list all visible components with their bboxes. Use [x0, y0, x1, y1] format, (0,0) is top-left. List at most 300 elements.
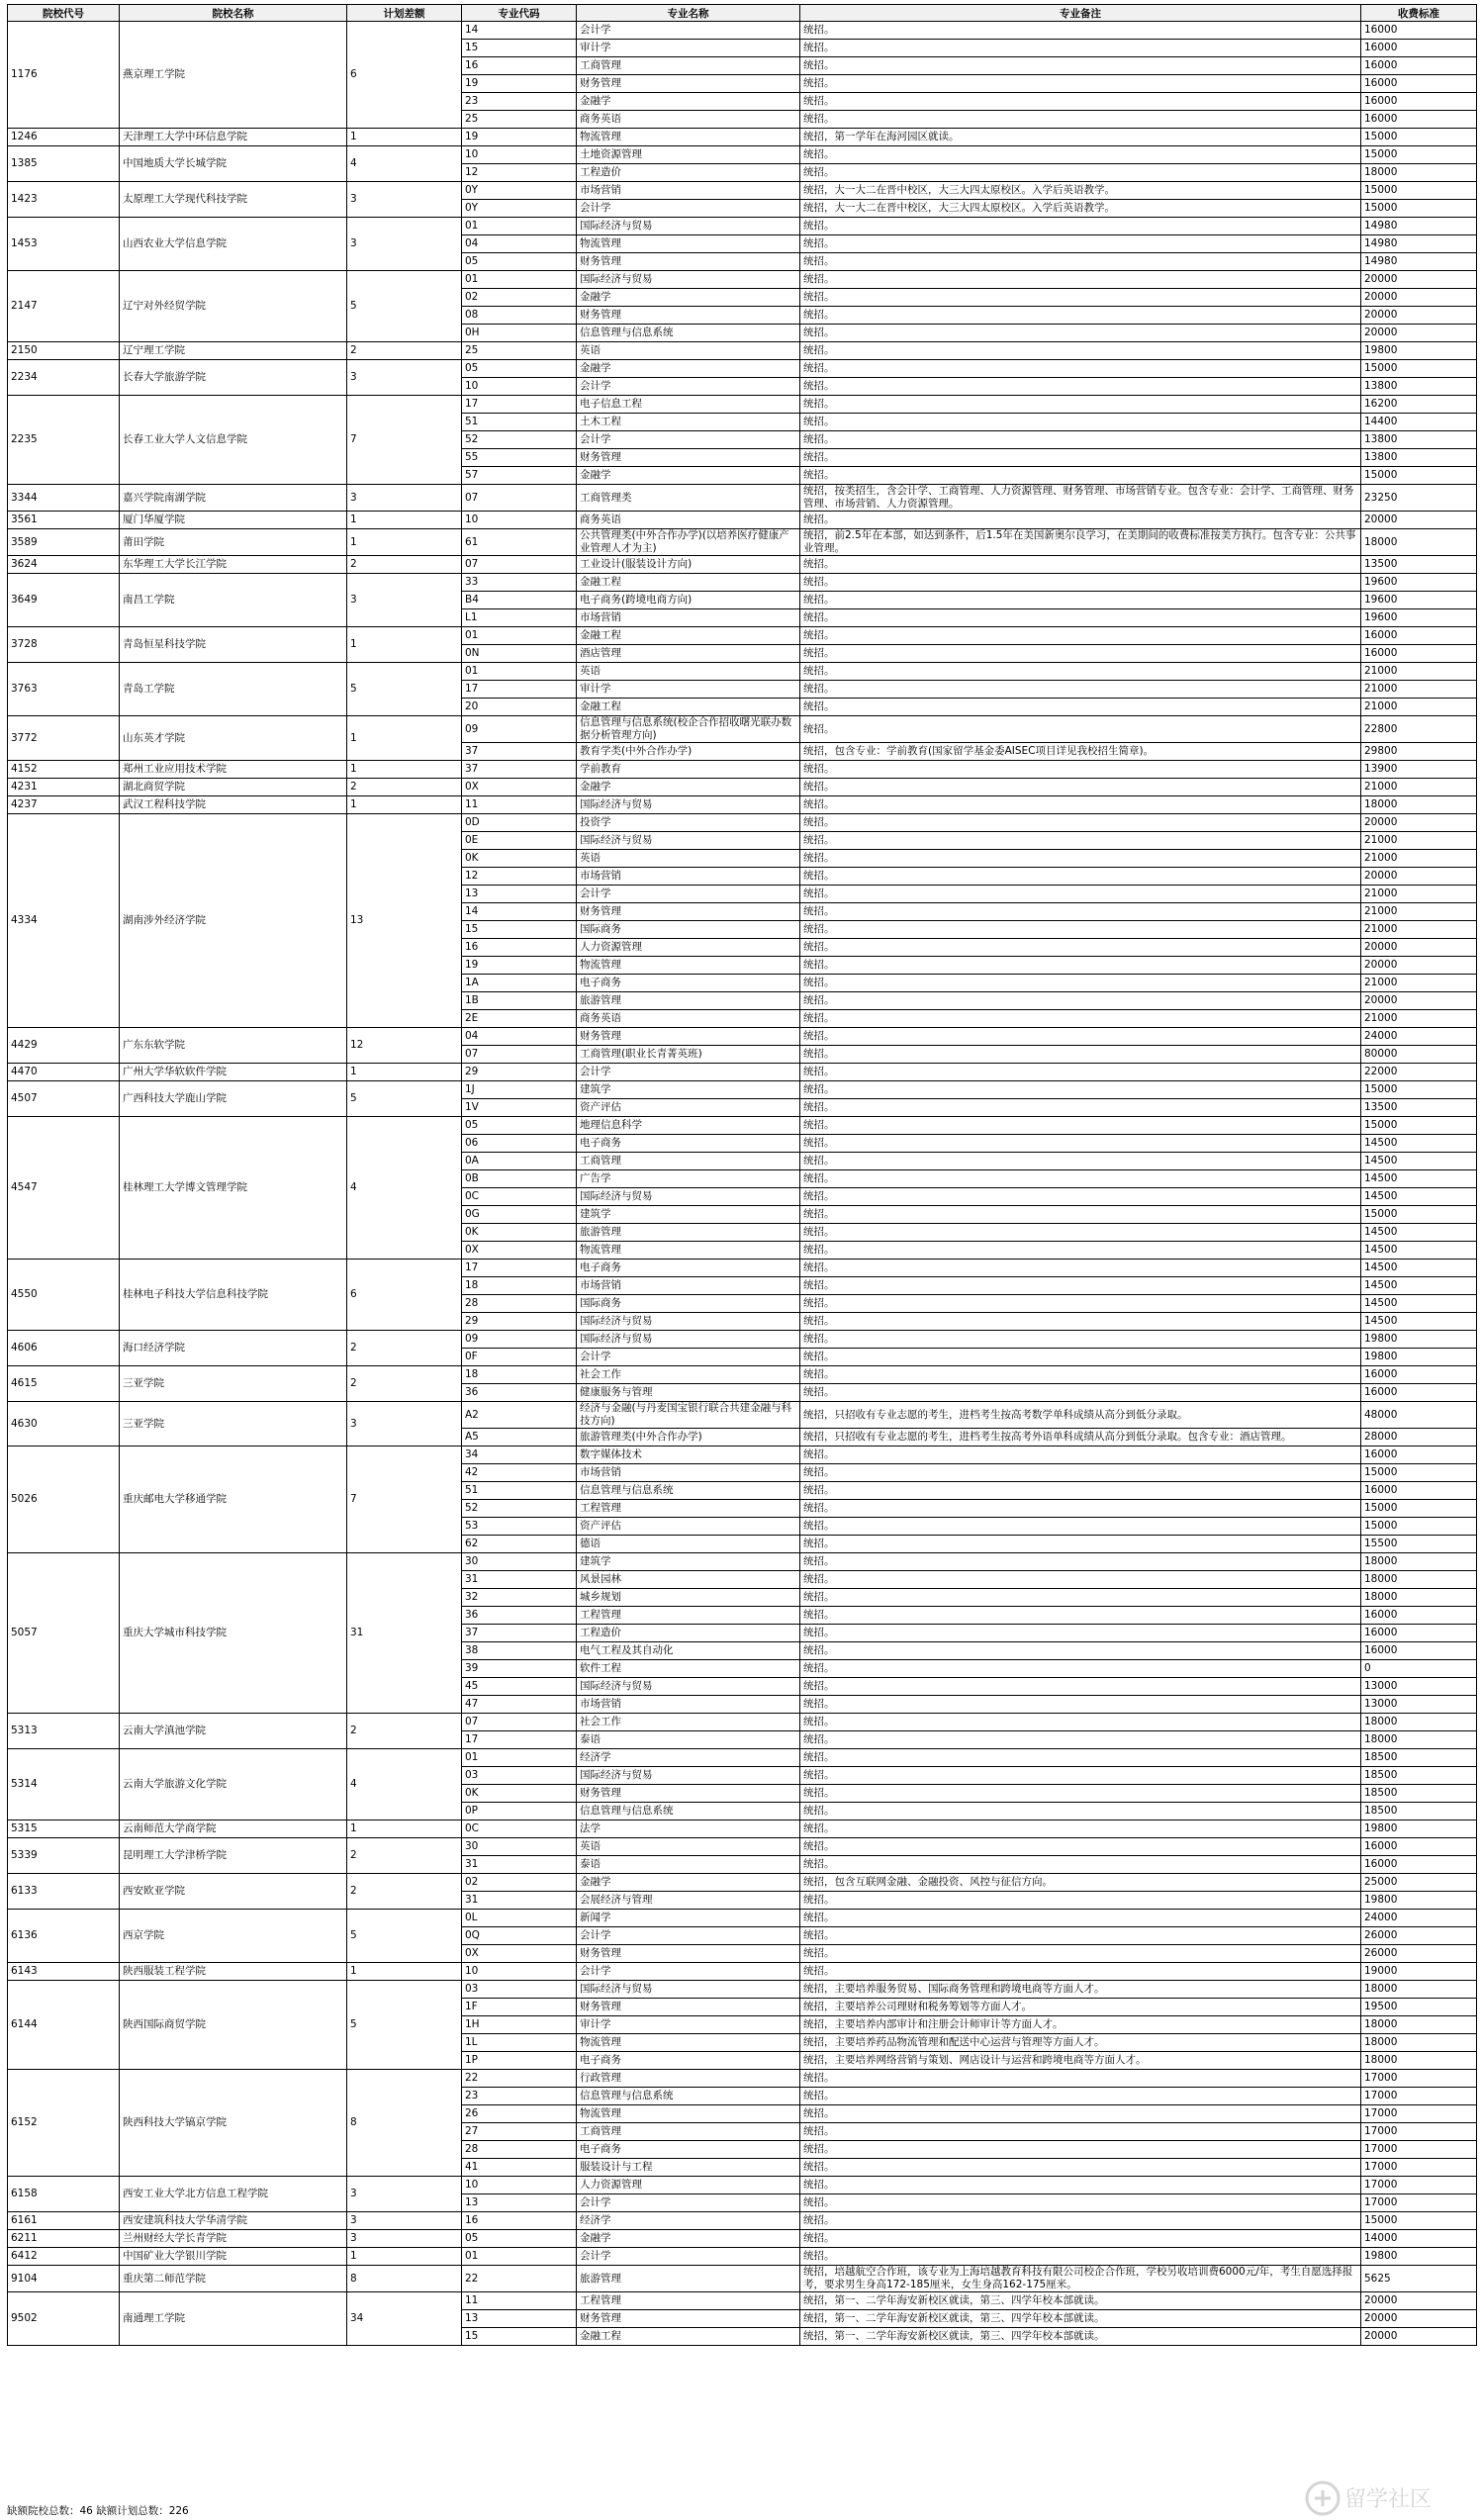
- cell-major-name: 国际经济与贸易: [577, 218, 800, 235]
- cell-school-name: 辽宁理工学院: [120, 342, 347, 360]
- cell-major-name: 电子商务: [577, 2141, 800, 2159]
- cell-school-name: 天津理工大学中环信息学院: [120, 129, 347, 146]
- cell-major-note: 统招。: [800, 512, 1361, 529]
- cell-fee: 15000: [1361, 360, 1477, 378]
- cell-major-note: 统招。: [800, 1696, 1361, 1714]
- cell-major-name: 市场营销: [577, 1464, 800, 1482]
- cell-major-code: 18: [462, 1366, 577, 1384]
- cell-school-code: 6136: [8, 1910, 120, 1963]
- cell-major-note: 统招。: [800, 1135, 1361, 1153]
- cell-major-note: 统招。: [800, 1678, 1361, 1696]
- cell-fee: 19800: [1361, 2248, 1477, 2266]
- cell-major-name: 商务英语: [577, 1010, 800, 1028]
- cell-major-code: 05: [462, 1117, 577, 1135]
- table-row: [8, 146, 1477, 164]
- cell-major-code: 05: [462, 2230, 577, 2248]
- cell-fee: 14980: [1361, 253, 1477, 271]
- cell-major-code: 11: [462, 796, 577, 814]
- cell-major-note: 统招。: [800, 40, 1361, 57]
- cell-major-name: 旅游管理类(中外合作办学): [577, 1429, 800, 1447]
- cell-fee: 20000: [1361, 992, 1477, 1010]
- cell-school-name: 云南大学旅游文化学院: [120, 1749, 347, 1820]
- cell-major-name: 会计学: [577, 200, 800, 218]
- cell-major-code: 62: [462, 1536, 577, 1553]
- cell-major-note: 统招。: [800, 2194, 1361, 2212]
- cell-major-note: 统招。: [800, 467, 1361, 485]
- cell-plan-gap: 6: [347, 22, 462, 129]
- cell-plan-gap: 1: [347, 716, 462, 761]
- cell-plan-gap: 1: [347, 627, 462, 663]
- cell-major-note: 统招，按类招生，含会计学、工商管理、人力资源管理、财务管理、市场营销专业。包含专业：会计学、工商管理、财务管理、市场营销、人力资源管理。: [800, 485, 1361, 512]
- cell-major-name: 财务管理: [577, 449, 800, 467]
- cell-major-note: 统招。: [800, 1731, 1361, 1749]
- table-row: [8, 556, 1477, 574]
- cell-major-note: 统招，包含互联网金融、金融投资、风控与征信方向。: [800, 1874, 1361, 1892]
- cell-fee: 16000: [1361, 93, 1477, 111]
- table-row: [8, 2212, 1477, 2230]
- cell-school-name: 桂林电子科技大学信息科技学院: [120, 1260, 347, 1331]
- table-body: [8, 22, 1477, 2346]
- cell-major-note: 统招。: [800, 2230, 1361, 2248]
- cell-major-note: 统招。: [800, 360, 1361, 378]
- cell-major-code: 22: [462, 2266, 577, 2292]
- cell-major-note: 统招。: [800, 609, 1361, 627]
- cell-fee: 15000: [1361, 2212, 1477, 2230]
- cell-major-name: 财务管理: [577, 253, 800, 271]
- cell-major-note: 统招。: [800, 939, 1361, 957]
- cell-fee: 18000: [1361, 1553, 1477, 1571]
- cell-fee: 19800: [1361, 1820, 1477, 1838]
- cell-plan-gap: 4: [347, 1749, 462, 1820]
- cell-major-code: 51: [462, 1482, 577, 1500]
- cell-fee: 18500: [1361, 1767, 1477, 1785]
- cell-school-name: 中国矿业大学银川学院: [120, 2248, 347, 2266]
- cell-major-code: 02: [462, 289, 577, 307]
- cell-school-code: 3763: [8, 663, 120, 716]
- cell-major-code: 01: [462, 663, 577, 681]
- cell-major-note: 统招。: [800, 378, 1361, 396]
- cell-major-code: A2: [462, 1402, 577, 1429]
- cell-major-name: 会计学: [577, 1064, 800, 1081]
- cell-major-name: 国际经济与贸易: [577, 1678, 800, 1696]
- cell-fee: 22000: [1361, 1064, 1477, 1081]
- cell-major-name: 公共管理类(中外合作办学)(以培养医疗健康产业管理人才为主): [577, 529, 800, 556]
- cell-major-code: 1B: [462, 992, 577, 1010]
- cell-school-name: 青岛恒星科技学院: [120, 627, 347, 663]
- cell-major-code: 16: [462, 57, 577, 75]
- cell-school-code: 3772: [8, 716, 120, 761]
- cell-major-name: 信息管理与信息系统: [577, 325, 800, 342]
- cell-major-name: 财务管理: [577, 1945, 800, 1963]
- cell-major-code: 04: [462, 235, 577, 253]
- cell-plan-gap: 1: [347, 761, 462, 779]
- cell-major-code: 23: [462, 93, 577, 111]
- cell-plan-gap: 6: [347, 1260, 462, 1331]
- cell-major-name: 工程造价: [577, 164, 800, 182]
- cell-major-code: 13: [462, 2310, 577, 2328]
- cell-plan-gap: 2: [347, 342, 462, 360]
- cell-major-code: 16: [462, 939, 577, 957]
- cell-school-code: 9502: [8, 2292, 120, 2346]
- cell-major-name: 市场营销: [577, 182, 800, 200]
- cell-major-name: 会计学: [577, 886, 800, 903]
- cell-major-code: 07: [462, 485, 577, 512]
- cell-major-note: 统招。: [800, 1366, 1361, 1384]
- cell-fee: 17000: [1361, 2159, 1477, 2177]
- cell-fee: 15000: [1361, 467, 1477, 485]
- cell-plan-gap: 12: [347, 1028, 462, 1064]
- cell-fee: 21000: [1361, 681, 1477, 699]
- cell-fee: 19800: [1361, 1331, 1477, 1349]
- cell-school-code: 1385: [8, 146, 120, 182]
- table-row: [8, 1714, 1477, 1731]
- cell-plan-gap: 3: [347, 2177, 462, 2212]
- cell-major-name: 国际经济与贸易: [577, 832, 800, 850]
- table-row: [8, 761, 1477, 779]
- cell-plan-gap: 3: [347, 574, 462, 627]
- cell-school-name: 中国地质大学长城学院: [120, 146, 347, 182]
- cell-major-code: 0F: [462, 1349, 577, 1366]
- cell-major-name: 国际经济与贸易: [577, 1331, 800, 1349]
- table-row: [8, 814, 1477, 832]
- cell-plan-gap: 1: [347, 2248, 462, 2266]
- cell-fee: 19800: [1361, 342, 1477, 360]
- cell-fee: 16000: [1361, 111, 1477, 129]
- cell-major-name: 国际经济与贸易: [577, 1767, 800, 1785]
- cell-fee: 13800: [1361, 431, 1477, 449]
- cell-major-name: 地理信息科学: [577, 1117, 800, 1135]
- cell-major-code: 1V: [462, 1099, 577, 1117]
- cell-plan-gap: 1: [347, 1820, 462, 1838]
- cell-major-note: 统招。: [800, 2212, 1361, 2230]
- cell-major-name: 行政管理: [577, 2070, 800, 2088]
- header-school-name: 院校名称: [120, 5, 347, 22]
- cell-major-name: 经济学: [577, 2212, 800, 2230]
- cell-plan-gap: 31: [347, 1553, 462, 1714]
- cell-major-name: 商务英语: [577, 512, 800, 529]
- cell-major-code: 17: [462, 681, 577, 699]
- cell-major-note: 统招。: [800, 886, 1361, 903]
- cell-school-code: 5057: [8, 1553, 120, 1714]
- cell-major-note: 统招。: [800, 1838, 1361, 1856]
- cell-plan-gap: 3: [347, 218, 462, 271]
- cell-major-note: 统招。: [800, 289, 1361, 307]
- cell-school-code: 4470: [8, 1064, 120, 1081]
- cell-school-code: 6412: [8, 2248, 120, 2266]
- cell-fee: 20000: [1361, 512, 1477, 529]
- cell-school-name: 西安工业大学北方信息工程学院: [120, 2177, 347, 2212]
- cell-major-name: 建筑学: [577, 1206, 800, 1224]
- cell-major-code: 31: [462, 1892, 577, 1910]
- cell-fee: 20000: [1361, 939, 1477, 957]
- cell-fee: 18000: [1361, 1981, 1477, 1999]
- cell-major-note: 统招。: [800, 1553, 1361, 1571]
- table-row: [8, 1064, 1477, 1081]
- cell-plan-gap: 1: [347, 512, 462, 529]
- cell-major-note: 统招，第一、二学年海安新校区就读，第三、四学年校本部就读。: [800, 2292, 1361, 2310]
- cell-fee: 20000: [1361, 2328, 1477, 2346]
- cell-major-name: 国际商务: [577, 921, 800, 939]
- table-row: [8, 2292, 1477, 2310]
- cell-major-name: 财务管理: [577, 1999, 800, 2016]
- cell-major-code: B4: [462, 592, 577, 609]
- cell-major-name: 金融学: [577, 2230, 800, 2248]
- cell-major-name: 会计学: [577, 2194, 800, 2212]
- cell-school-name: 云南师范大学商学院: [120, 1820, 347, 1838]
- cell-plan-gap: 7: [347, 1447, 462, 1553]
- table-row: [8, 1553, 1477, 1571]
- cell-major-code: 0X: [462, 1242, 577, 1260]
- cell-major-code: 06: [462, 1135, 577, 1153]
- cell-major-code: 39: [462, 1660, 577, 1678]
- cell-major-note: 统招，包含专业：学前教育(国家留学基金委AISEC项目详见我校招生简章)。: [800, 743, 1361, 761]
- cell-major-code: 19: [462, 129, 577, 146]
- cell-school-name: 重庆第二师范学院: [120, 2266, 347, 2292]
- cell-major-note: 统招。: [800, 832, 1361, 850]
- cell-major-name: 金融工程: [577, 627, 800, 645]
- cell-fee: 26000: [1361, 1945, 1477, 1963]
- cell-fee: 19500: [1361, 1999, 1477, 2016]
- cell-fee: 18500: [1361, 1785, 1477, 1803]
- cell-school-code: 2147: [8, 271, 120, 342]
- table-row: [8, 1028, 1477, 1046]
- cell-major-code: 08: [462, 307, 577, 325]
- table-row: [8, 182, 1477, 200]
- cell-major-name: 物流管理: [577, 1242, 800, 1260]
- cell-major-name: 金融学: [577, 467, 800, 485]
- cell-major-code: 07: [462, 1714, 577, 1731]
- cell-major-code: 12: [462, 164, 577, 182]
- cell-major-code: 0Y: [462, 182, 577, 200]
- cell-school-code: 5339: [8, 1838, 120, 1874]
- table-row: [8, 663, 1477, 681]
- cell-major-note: 统招。: [800, 1571, 1361, 1589]
- cell-school-code: 6144: [8, 1981, 120, 2070]
- cell-major-code: 22: [462, 2070, 577, 2088]
- table-row: [8, 574, 1477, 592]
- cell-major-note: 统招。: [800, 1910, 1361, 1927]
- cell-plan-gap: 5: [347, 663, 462, 716]
- table-row: [8, 360, 1477, 378]
- cell-fee: 0: [1361, 1660, 1477, 1678]
- cell-school-name: 西安欧亚学院: [120, 1874, 347, 1910]
- cell-major-note: 统招。: [800, 1046, 1361, 1064]
- cell-school-name: 莆田学院: [120, 529, 347, 556]
- cell-major-note: 统招。: [800, 627, 1361, 645]
- cell-major-name: 工商管理: [577, 2123, 800, 2141]
- cell-fee: 16000: [1361, 1625, 1477, 1642]
- cell-school-name: 重庆大学城市科技学院: [120, 1553, 347, 1714]
- cell-major-code: 38: [462, 1642, 577, 1660]
- cell-school-code: 4550: [8, 1260, 120, 1331]
- cell-plan-gap: 3: [347, 1402, 462, 1447]
- cell-plan-gap: 2: [347, 1874, 462, 1910]
- cell-major-note: 统招。: [800, 1117, 1361, 1135]
- cell-major-note: 统招。: [800, 2159, 1361, 2177]
- cell-fee: 17000: [1361, 2194, 1477, 2212]
- cell-major-note: 统招。: [800, 1785, 1361, 1803]
- cell-major-note: 统招，大一大二在晋中校区，大三大四太原校区。入学后英语教学。: [800, 200, 1361, 218]
- table-row: [8, 2230, 1477, 2248]
- cell-major-name: 电子商务(跨境电商方向): [577, 592, 800, 609]
- cell-major-code: 01: [462, 2248, 577, 2266]
- cell-fee: 48000: [1361, 1402, 1477, 1429]
- header-school-code: 院校代号: [8, 5, 120, 22]
- cell-fee: 18000: [1361, 164, 1477, 182]
- cell-major-note: 统招。: [800, 271, 1361, 289]
- cell-major-name: 服装设计与工程: [577, 2159, 800, 2177]
- cell-major-code: 37: [462, 1625, 577, 1642]
- table-row: [8, 1749, 1477, 1767]
- cell-major-code: 41: [462, 2159, 577, 2177]
- cell-school-code: 6143: [8, 1963, 120, 1981]
- cell-major-code: 12: [462, 868, 577, 886]
- cell-school-name: 陕西服装工程学院: [120, 1963, 347, 1981]
- cell-major-code: 14: [462, 903, 577, 921]
- cell-major-name: 工程管理: [577, 1607, 800, 1625]
- cell-major-code: 29: [462, 1064, 577, 1081]
- cell-school-name: 辽宁对外经贸学院: [120, 271, 347, 342]
- cell-major-code: 53: [462, 1518, 577, 1536]
- cell-fee: 25000: [1361, 1874, 1477, 1892]
- cell-major-note: 统招。: [800, 253, 1361, 271]
- cell-fee: 16000: [1361, 1607, 1477, 1625]
- cell-major-note: 统招。: [800, 342, 1361, 360]
- cell-major-code: 0P: [462, 1803, 577, 1820]
- cell-fee: 5625: [1361, 2266, 1477, 2292]
- cell-major-code: 36: [462, 1607, 577, 1625]
- cell-fee: 14500: [1361, 1242, 1477, 1260]
- cell-plan-gap: 1: [347, 1064, 462, 1081]
- cell-school-name: 湖北商贸学院: [120, 779, 347, 796]
- cell-major-name: 会计学: [577, 1927, 800, 1945]
- cell-fee: 15000: [1361, 200, 1477, 218]
- cell-major-code: 31: [462, 1571, 577, 1589]
- cell-major-note: 统招。: [800, 93, 1361, 111]
- cell-major-name: 工程管理: [577, 1500, 800, 1518]
- cell-major-code: 01: [462, 218, 577, 235]
- cell-major-note: 统招。: [800, 75, 1361, 93]
- cell-major-name: 国际经济与贸易: [577, 271, 800, 289]
- cell-school-code: 6158: [8, 2177, 120, 2212]
- cell-fee: 20000: [1361, 868, 1477, 886]
- cell-fee: 13500: [1361, 1099, 1477, 1117]
- cell-fee: 14500: [1361, 1295, 1477, 1313]
- cell-major-note: 统招。: [800, 1536, 1361, 1553]
- cell-major-code: 30: [462, 1553, 577, 1571]
- cell-major-code: 1A: [462, 975, 577, 992]
- cell-major-note: 统招。: [800, 1714, 1361, 1731]
- cell-major-name: 财务管理: [577, 2310, 800, 2328]
- cell-major-code: 27: [462, 2123, 577, 2141]
- cell-major-note: 统招。: [800, 699, 1361, 716]
- cell-fee: 24000: [1361, 1028, 1477, 1046]
- cell-major-code: 04: [462, 1028, 577, 1046]
- cell-school-name: 南昌工学院: [120, 574, 347, 627]
- cell-major-note: 统招。: [800, 1518, 1361, 1536]
- cell-major-code: 0C: [462, 1188, 577, 1206]
- cell-major-name: 泰语: [577, 1856, 800, 1874]
- cell-fee: 14500: [1361, 1135, 1477, 1153]
- cell-fee: 13500: [1361, 556, 1477, 574]
- cell-major-code: 28: [462, 2141, 577, 2159]
- cell-major-code: 0X: [462, 1945, 577, 1963]
- cell-major-note: 统招。: [800, 796, 1361, 814]
- cell-school-code: 5026: [8, 1447, 120, 1553]
- cell-school-name: 重庆邮电大学移通学院: [120, 1447, 347, 1553]
- cell-major-code: 0Q: [462, 1927, 577, 1945]
- cell-fee: 21000: [1361, 779, 1477, 796]
- cell-major-note: 统招，主要培养网络营销与策划、网店设计与运营和跨境电商等方面人才。: [800, 2052, 1361, 2070]
- cell-major-name: 旅游管理: [577, 2266, 800, 2292]
- cell-fee: 19000: [1361, 1963, 1477, 1981]
- cell-major-code: 30: [462, 1838, 577, 1856]
- cell-major-code: 0N: [462, 645, 577, 663]
- cell-school-code: 1423: [8, 182, 120, 218]
- cell-school-code: 6211: [8, 2230, 120, 2248]
- cell-fee: 21000: [1361, 663, 1477, 681]
- cell-fee: 17000: [1361, 2123, 1477, 2141]
- cell-major-name: 物流管理: [577, 2034, 800, 2052]
- cell-school-name: 厦门华厦学院: [120, 512, 347, 529]
- cell-major-note: 统招。: [800, 921, 1361, 939]
- cell-school-code: 5314: [8, 1749, 120, 1820]
- cell-major-code: 07: [462, 556, 577, 574]
- table-row: [8, 627, 1477, 645]
- cell-fee: 21000: [1361, 850, 1477, 868]
- svg-text:留学社区: 留学社区: [1344, 2487, 1433, 2512]
- cell-major-name: 英语: [577, 663, 800, 681]
- cell-major-name: 电子商务: [577, 1260, 800, 1277]
- cell-major-note: 统招。: [800, 2070, 1361, 2088]
- cell-fee: 14980: [1361, 218, 1477, 235]
- cell-plan-gap: 2: [347, 1714, 462, 1749]
- cell-major-note: 统招。: [800, 1447, 1361, 1464]
- cell-major-code: 0K: [462, 850, 577, 868]
- cell-fee: 15000: [1361, 1500, 1477, 1518]
- cell-fee: 16000: [1361, 1447, 1477, 1464]
- cell-fee: 14500: [1361, 1188, 1477, 1206]
- cell-fee: 16000: [1361, 75, 1477, 93]
- cell-major-note: 统招。: [800, 1482, 1361, 1500]
- header-major-name: 专业名称: [577, 5, 800, 22]
- cell-school-name: 三亚学院: [120, 1402, 347, 1447]
- table-row: [8, 2248, 1477, 2266]
- cell-major-name: 工商管理: [577, 1153, 800, 1170]
- cell-school-code: 4606: [8, 1331, 120, 1366]
- cell-major-name: 会计学: [577, 431, 800, 449]
- cell-fee: 17000: [1361, 2070, 1477, 2088]
- cell-major-name: 金融学: [577, 1874, 800, 1892]
- cell-school-code: 2150: [8, 342, 120, 360]
- cell-fee: 16000: [1361, 57, 1477, 75]
- cell-fee: 14500: [1361, 1153, 1477, 1170]
- cell-fee: 20000: [1361, 325, 1477, 342]
- cell-school-name: 广州大学华软软件学院: [120, 1064, 347, 1081]
- cell-major-name: 电子商务: [577, 1135, 800, 1153]
- cell-school-name: 湖南涉外经济学院: [120, 814, 347, 1028]
- header-major-code: 专业代码: [462, 5, 577, 22]
- cell-major-note: 统招，前2.5年在本部，如达到条件，后1.5年在美国新奥尔良学习，在美期间的收费标准按美方执行。包含专业：公共事业管理。: [800, 529, 1361, 556]
- cell-major-note: 统招。: [800, 1153, 1361, 1170]
- cell-major-note: 统招。: [800, 1589, 1361, 1607]
- cell-fee: 16000: [1361, 22, 1477, 40]
- cell-fee: 14500: [1361, 1277, 1477, 1295]
- cell-fee: 29800: [1361, 743, 1477, 761]
- cell-fee: 18000: [1361, 1589, 1477, 1607]
- cell-school-code: 5313: [8, 1714, 120, 1749]
- cell-school-code: 4231: [8, 779, 120, 796]
